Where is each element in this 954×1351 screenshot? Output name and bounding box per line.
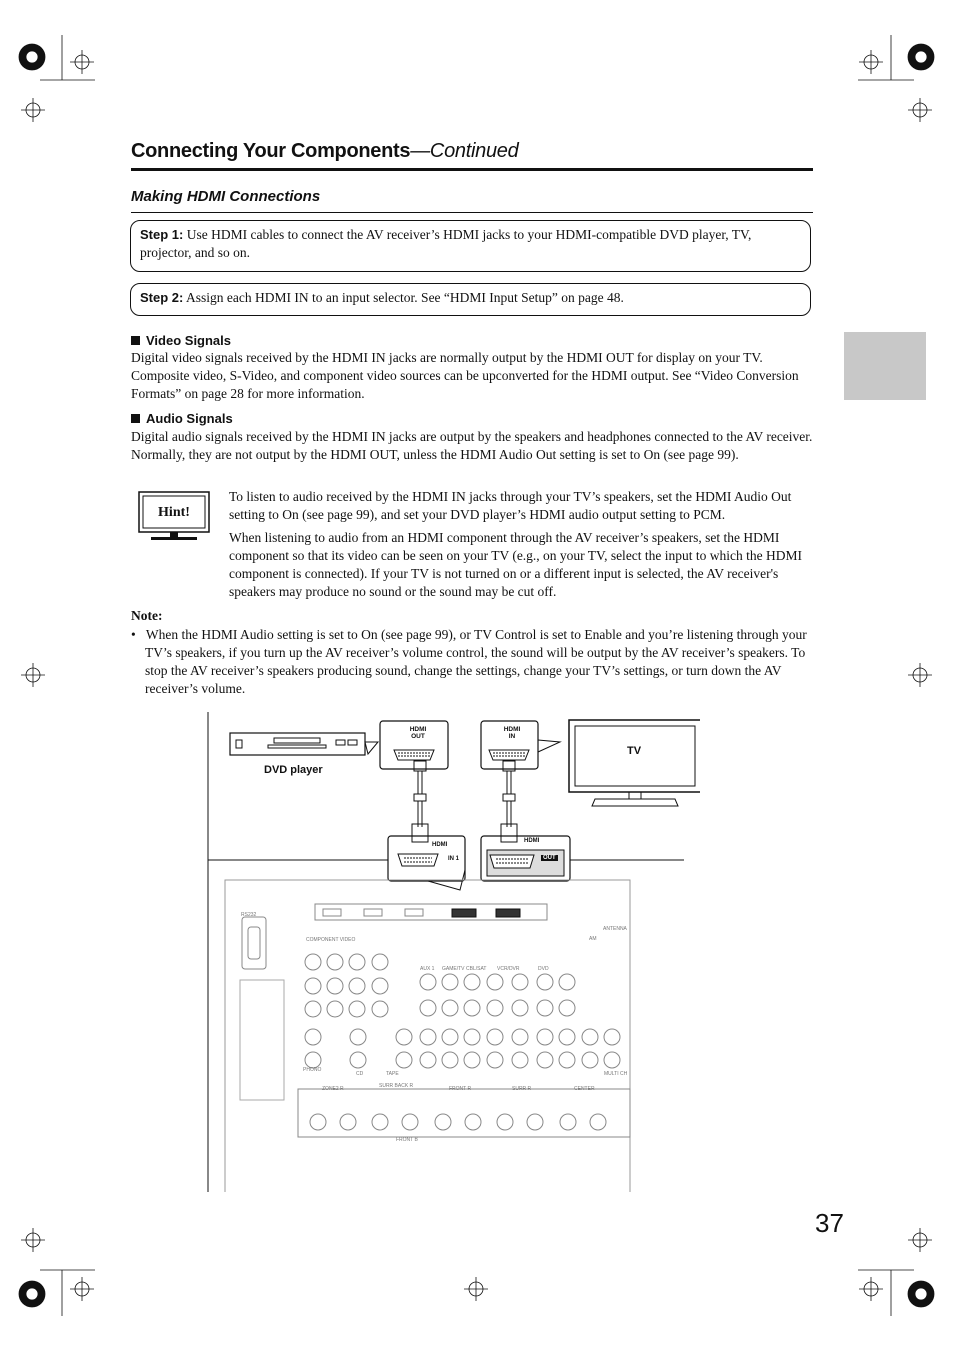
video-heading-text: Video Signals (146, 333, 232, 348)
panel-label-front-r: FRONT R (449, 1086, 472, 1092)
hdmi-in-label: HDMI IN (503, 726, 521, 740)
receiver-hdmi-label-2: HDMI (524, 838, 540, 844)
video-paragraph: Digital video signals received by the HDMI IN jacks are normally output by the HDMI OUT for display on your TV. Composite video, S-Video, and component video sources can be upconverted for the HDMI output. See “Video Conversion Formats” on page 28 for more information. (131, 350, 799, 401)
hdmi-out-label: HDMI OUT (409, 726, 427, 740)
chapter-tab (844, 332, 926, 400)
page-title (131, 140, 518, 163)
audio-paragraph: Digital audio signals received by the HDMI IN jacks are output by the speakers and headphones connected to the AV receiver. Normally, they are not output by the HDMI OUT, unless the HDMI Audio Out setting is set to On (see page 99). (131, 429, 813, 462)
page-title-text: Connecting Your Components (131, 140, 411, 162)
panel-label-dvd: DVD (538, 966, 549, 972)
step-1-box (130, 220, 811, 272)
receiver-out-badge: OUT (543, 855, 556, 861)
panel-label-rs232: RS232 (241, 912, 257, 918)
note-title: Note: (131, 608, 163, 623)
page-title-continued: —Continued (410, 140, 519, 162)
step-1-text: Use HDMI cables to connect the AV receiver’s HDMI jacks to your HDMI-compatible DVD player, TV, projector, and so on. (140, 227, 752, 260)
panel-label-am: AM (589, 936, 597, 942)
dvd-player-label: DVD player (264, 764, 323, 776)
step-2-label: Step 2: (140, 290, 184, 305)
video-heading (131, 333, 231, 348)
panel-label-component-video: COMPONENT VIDEO (306, 937, 356, 943)
hdmi-connection-diagram (200, 712, 700, 1192)
panel-label-cbl-sat: CBL/SAT (466, 966, 487, 972)
panel-label-vcr-dvr: VCR/DVR (497, 966, 520, 972)
panel-label-multi-ch: MULTI CH (604, 1071, 628, 1077)
bullet-square-icon (131, 336, 140, 345)
panel-label-front-b: FRONT B (396, 1137, 418, 1143)
hint-label: Hint! (158, 505, 190, 520)
page-header (131, 138, 813, 171)
step-2-text: Assign each HDMI IN to an input selector. See “HDMI Input Setup” on page 48. (185, 290, 624, 305)
bullet-square-icon (131, 414, 140, 423)
panel-label-antenna: ANTENNA (603, 926, 627, 932)
hint-paragraph-2: When listening to audio from an HDMI component through the AV receiver’s speakers, set the HDMI component so that its video can be seen on your TV (e.g., on your TV, select the input to which the HDMI component is connected). If your TV is not turned on or a different input is selected, the AV receiver's speakers may produce no sound or the sound may be cut off. (229, 530, 803, 599)
step-2-box (130, 283, 811, 316)
panel-label-tape: TAPE (386, 1071, 399, 1077)
panel-label-phono: PHONO (303, 1067, 322, 1073)
panel-label-zone2-r: ZONE2 R (322, 1086, 344, 1092)
panel-label-game-tv: GAME/TV (442, 966, 465, 972)
note-item: • When the HDMI Audio setting is set to On (see page 99), or TV Control is set to Enable and you’re listening through your TV’s speakers, if you turn up the AV receiver’s volume control, the sound will be output by the AV receiver’s speakers. To stop the AV receiver’s speakers producing sound, change the settings, change your TV’s settings, or turn down the AV receiver’s volume. (131, 627, 807, 696)
panel-label-center: CENTER (574, 1086, 595, 1092)
panel-label-aux1: AUX 1 (420, 966, 435, 972)
tv-label: TV (627, 745, 642, 757)
panel-label-surr-back-r: SURR BACK R (379, 1083, 414, 1089)
audio-heading-text: Audio Signals (146, 411, 233, 426)
audio-heading (131, 411, 233, 426)
note-item-text: When the HDMI Audio setting is set to On (see page 99), or TV Control is set to Enable and you’re listening through your TV’s speakers, if you turn up the AV receiver’s volume control, the sound will be output by the AV receiver’s speakers. To stop the AV receiver’s speakers producing sound, change the settings, change your TV’s settings, or turn down the AV receiver’s volume. (145, 627, 807, 696)
receiver-in1-label: IN 1 (448, 856, 460, 862)
page-number: 37 (815, 1208, 844, 1238)
step-1-label: Step 1: (140, 227, 184, 242)
section-title: Making HDMI Connections (131, 188, 813, 213)
receiver-hdmi-label-1: HDMI (432, 842, 448, 848)
panel-label-cd: CD (356, 1071, 364, 1077)
hint-paragraph-1: To listen to audio received by the HDMI IN jacks through your TV’s speakers, set the HDMI Audio Out setting to On (see page 99), and set your DVD player’s HDMI audio output setting to PCM. (229, 489, 792, 522)
panel-label-surr-r: SURR R (512, 1086, 532, 1092)
